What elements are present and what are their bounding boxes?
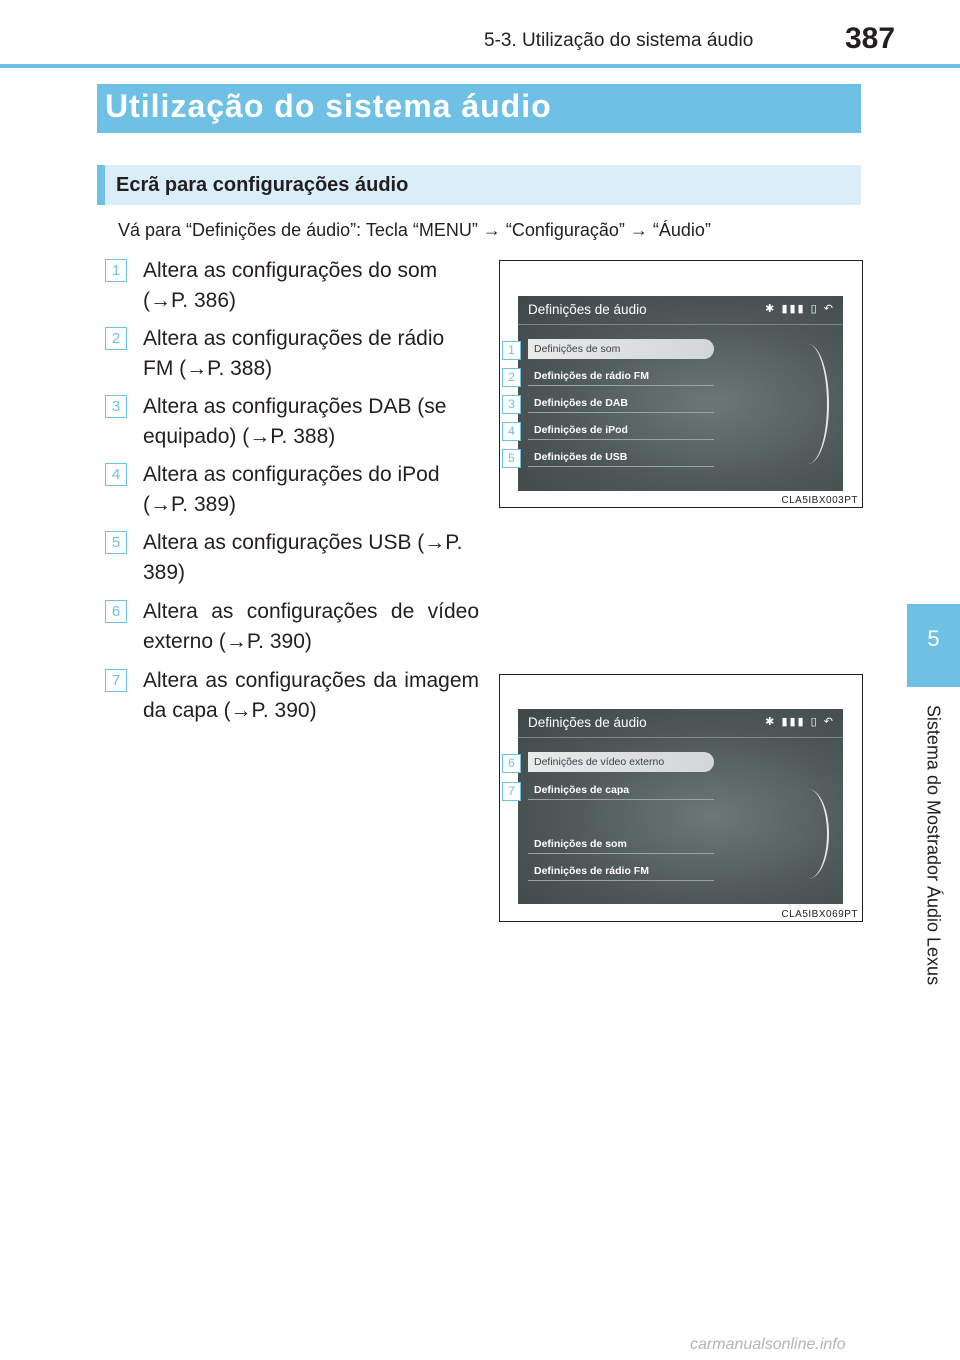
chapter-side-label: Sistema do Mostrador Áudio Lexus xyxy=(923,704,944,986)
display-screen xyxy=(518,296,843,491)
image-code: CLA5IBX003PT xyxy=(781,495,858,506)
item-text: Altera as configurações do iPod (→P. 389) xyxy=(143,463,440,516)
item-text: Altera as configurações USB (→P. 389) xyxy=(143,531,463,584)
image-code: CLA5IBX069PT xyxy=(781,909,858,920)
watermark: carmanualsonline.info xyxy=(690,1336,846,1353)
page-number: 387 xyxy=(845,22,896,55)
menu-item-usb: Definições de USB xyxy=(528,447,714,467)
item-number: 1 xyxy=(105,259,127,282)
scroll-arc xyxy=(787,789,829,879)
item-text: Altera as configurações DAB (se equipado) (→P. 388) xyxy=(143,395,447,448)
menu-item-sound: Definições de som xyxy=(528,339,714,359)
callout-number: 2 xyxy=(502,368,521,387)
item-number: 3 xyxy=(105,395,127,418)
header-rule xyxy=(0,64,960,68)
menu-item-ipod: Definições de iPod xyxy=(528,420,714,440)
screenshot-figure xyxy=(499,674,863,922)
intro-text: Vá para “Definições de áudio”: Tecla “MENU” → “Configuração” → “Áudio” xyxy=(118,220,711,240)
screen-title-divider xyxy=(518,737,843,738)
item-number: 6 xyxy=(105,600,127,623)
menu-item-fm-radio: Definições de rádio FM xyxy=(528,861,714,881)
running-header: 5-3. Utilização do sistema áudio xyxy=(484,30,754,51)
status-icons: ✱ ▮▮▮ ▯ ↶ xyxy=(765,716,835,728)
display-screen xyxy=(518,709,843,904)
chapter-tab-number: 5 xyxy=(927,626,940,651)
item-text: Altera as configurações de vídeo externo (→P. 390) xyxy=(143,600,479,653)
callout-number: 3 xyxy=(502,395,521,414)
callout-number: 5 xyxy=(502,449,521,468)
callout-number: 7 xyxy=(502,782,521,801)
callout-number: 4 xyxy=(502,422,521,441)
item-text: Altera as configurações do som (→P. 386) xyxy=(143,259,438,312)
menu-item-sound: Definições de som xyxy=(528,834,714,854)
menu-item-external-video: Definições de vídeo externo xyxy=(528,752,714,772)
item-number: 5 xyxy=(105,531,127,554)
item-text: Altera as configurações de rádio FM (→P. 388) xyxy=(143,327,445,380)
item-text: Altera as configurações da imagem da capa (→P. 390) xyxy=(143,669,479,722)
item-number: 4 xyxy=(105,463,127,486)
item-number: 2 xyxy=(105,327,127,350)
screen-title: Definições de áudio xyxy=(528,302,647,317)
section-title: Utilização do sistema áudio xyxy=(105,88,552,124)
item-number: 7 xyxy=(105,669,127,692)
callout-number: 1 xyxy=(502,341,521,360)
scroll-arc xyxy=(787,344,829,464)
subsection-accent xyxy=(97,165,105,205)
screen-title-divider xyxy=(518,324,843,325)
menu-item-cover-art: Definições de capa xyxy=(528,780,714,800)
callout-number: 6 xyxy=(502,754,521,773)
status-icons: ✱ ▮▮▮ ▯ ↶ xyxy=(765,303,835,315)
screenshot-figure xyxy=(499,260,863,508)
subsection-title: Ecrã para configurações áudio xyxy=(116,174,409,196)
screen-title: Definições de áudio xyxy=(528,715,647,730)
menu-item-dab: Definições de DAB xyxy=(528,393,714,413)
menu-item-fm-radio: Definições de rádio FM xyxy=(528,366,714,386)
